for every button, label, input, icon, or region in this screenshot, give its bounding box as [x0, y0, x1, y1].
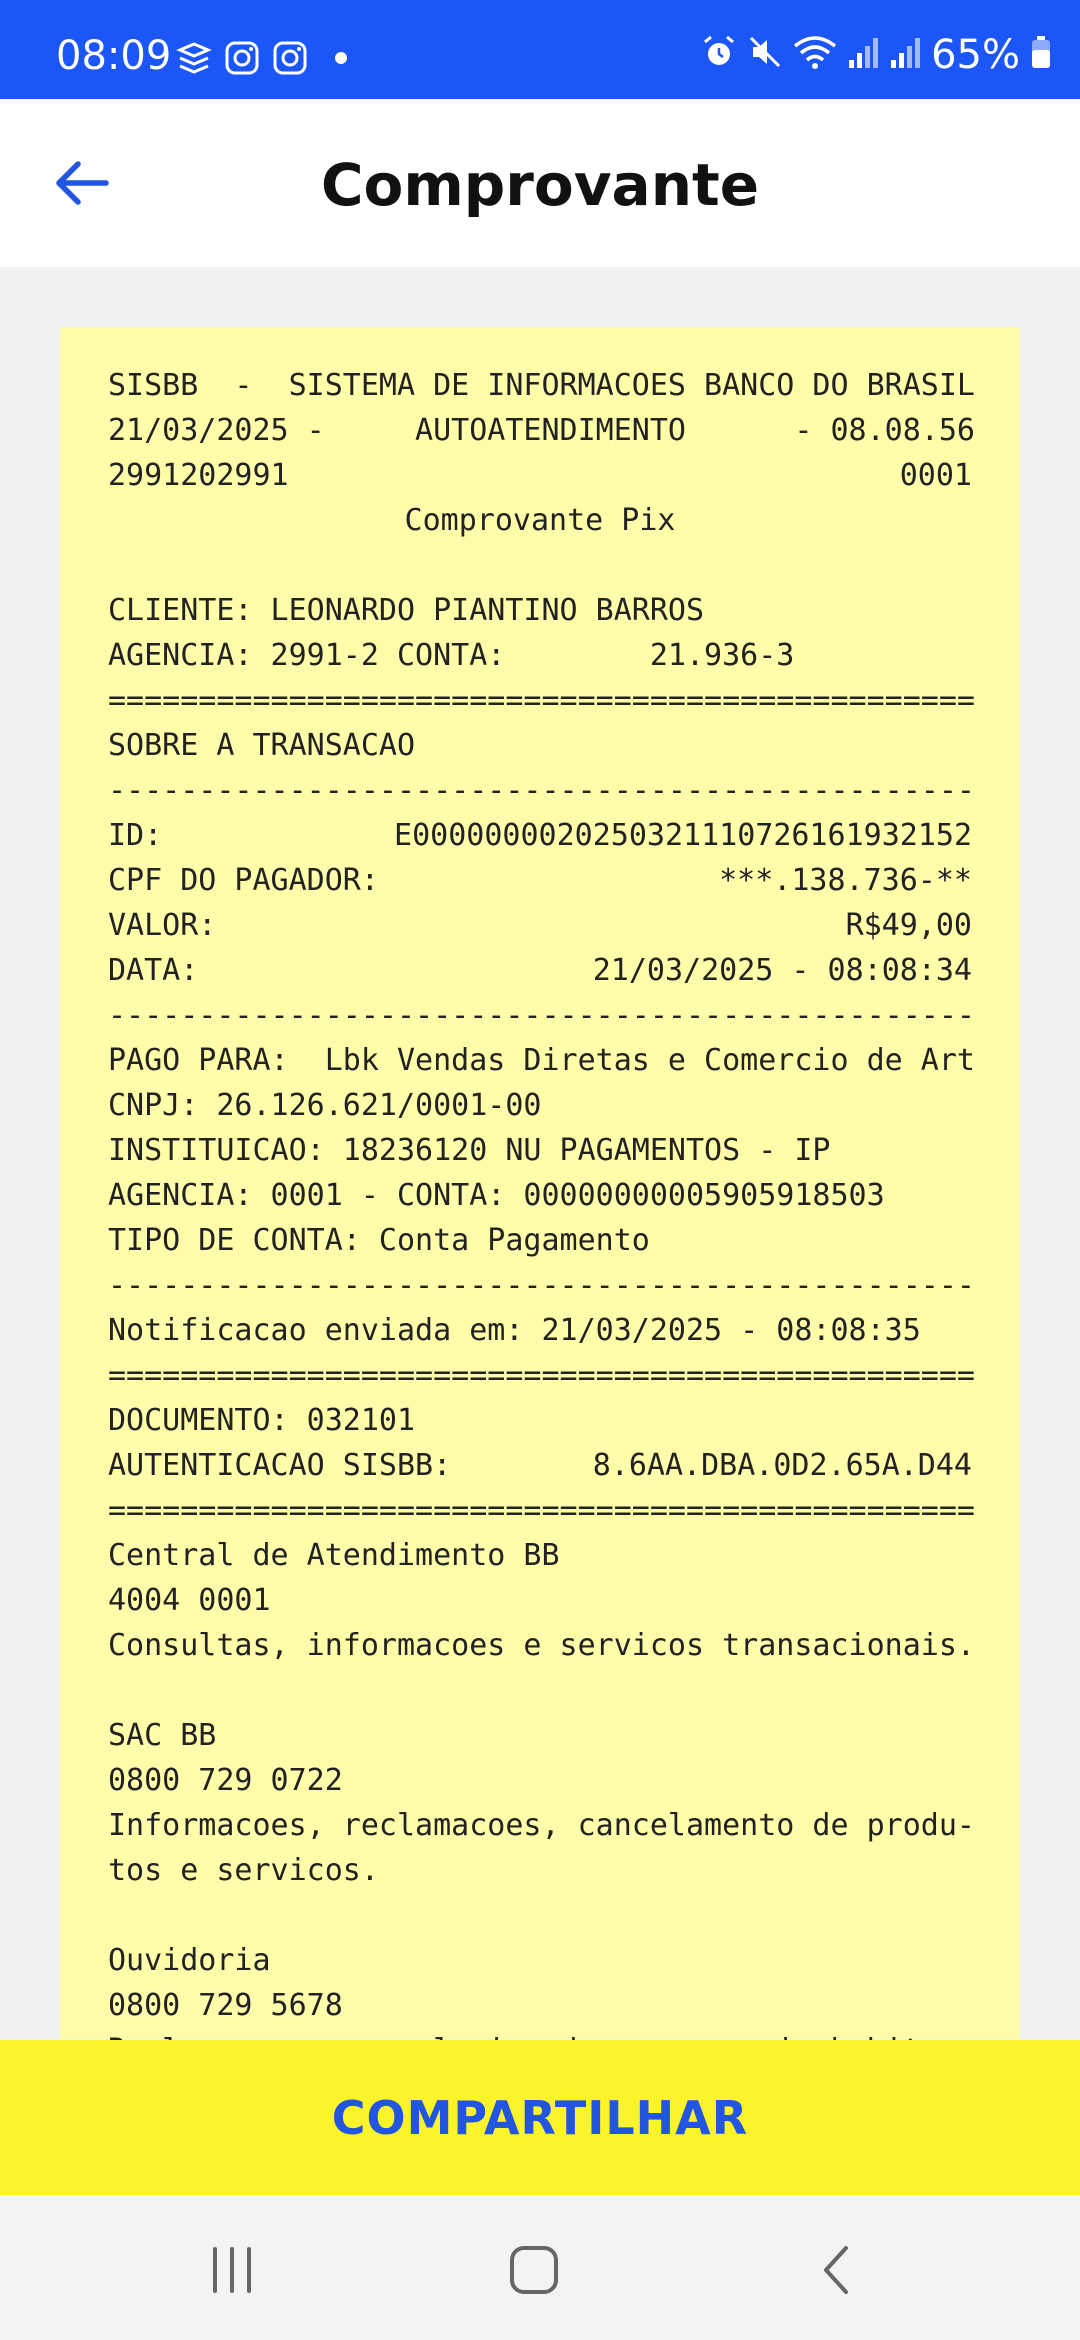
receipt-line [108, 768, 975, 813]
receipt-line-label: 4004 0001 [108, 1583, 271, 1618]
receipt-line [108, 1308, 972, 1353]
receipt-line [108, 1353, 975, 1398]
receipt-line-value: ***.138.736-** [719, 863, 972, 898]
receipt-line [108, 1893, 972, 1938]
signal-icon [889, 34, 921, 75]
receipt-line-label: tos e servicos. [108, 1853, 379, 1888]
receipt-line-label: 2991202991 [108, 458, 289, 493]
receipt-line-label: SOBRE A TRANSACAO [108, 728, 416, 763]
receipt-line-label: ================================================ [108, 1493, 975, 1528]
receipt-line [108, 858, 972, 903]
receipt-line-label: CPF DO PAGADOR: [108, 863, 379, 898]
receipt[interactable] [60, 327, 1020, 2039]
receipt-line [108, 1173, 972, 1218]
receipt-line [108, 1218, 972, 1263]
receipt-line [108, 723, 972, 768]
receipt-line [108, 1803, 975, 1848]
receipt-line [108, 1623, 975, 1668]
page-title: Comprovante [320, 151, 760, 219]
receipt-line [108, 408, 975, 453]
receipt-line-label: CLIENTE: LEONARDO PIANTINO BARROS [108, 593, 705, 628]
receipt-line-label: PAGO PARA: Lbk Vendas Diretas e Comercio de Art [108, 1043, 975, 1078]
signal-icon [847, 34, 879, 75]
receipt-line-label: SAC BB [108, 1718, 217, 1753]
receipt-line-label: Central de Atendimento BB [108, 1538, 560, 1573]
receipt-line [108, 1263, 975, 1308]
home-button[interactable] [494, 2235, 574, 2305]
receipt-line-label: AGENCIA: 2991-2 CONTA: 21.936-3 [108, 638, 795, 673]
receipt-line-label: ================================================ [108, 1358, 975, 1393]
receipt-line-label: Consultas, informacoes e servicos transacionais. [108, 1628, 975, 1663]
receipt-line-label: Ouvidoria [108, 1943, 271, 1978]
receipt-line [108, 1488, 975, 1533]
receipt-line [108, 1578, 972, 1623]
receipt-line [108, 453, 972, 498]
receipt-line [108, 1848, 972, 1893]
receipt-line [108, 1038, 975, 1083]
instagram-icon [224, 40, 260, 81]
nav-back-button[interactable] [796, 2235, 876, 2305]
receipt-line-label: 21/03/2025 - AUTOATENDIMENTO - 08.08.56 [108, 413, 975, 448]
recents-button[interactable] [192, 2235, 272, 2305]
wifi-icon [793, 34, 837, 75]
receipt-line [108, 1398, 972, 1443]
receipt-line-label: Notificacao enviada em: 21/03/2025 - 08:08:35 [108, 1313, 921, 1348]
receipt-line-value: 0001 [899, 458, 972, 493]
receipt-line [108, 813, 972, 858]
receipt-line [108, 1128, 972, 1173]
receipt-line [108, 543, 972, 588]
stack-icon [176, 40, 212, 81]
receipt-line-label: AUTENTICACAO SISBB: [108, 1448, 452, 1483]
receipt-line-label: ================================================ [108, 683, 975, 718]
receipt-line [108, 1758, 972, 1803]
receipt-line-text: Comprovante Pix [404, 503, 676, 538]
receipt-line [108, 948, 972, 993]
receipt-line-label: INSTITUICAO: 18236120 NU PAGAMENTOS - IP [108, 1133, 831, 1168]
receipt-line-label: DOCUMENTO: 032101 [108, 1403, 416, 1438]
receipt-line-label: 0800 729 0722 [108, 1763, 343, 1798]
share-button[interactable] [0, 2040, 1080, 2195]
receipt-line-label: ------------------------------------------------ [108, 998, 975, 1033]
receipt-line [108, 1533, 972, 1578]
battery-percent: 65% [931, 31, 1020, 78]
receipt-line [108, 363, 975, 408]
receipt-line-label: ------------------------------------------------ [108, 773, 975, 808]
mute-icon [747, 34, 783, 75]
receipt-line-value: R$49,00 [845, 908, 972, 943]
system-nav-bar [0, 2195, 1080, 2340]
app-header [0, 99, 1080, 267]
battery-icon [1030, 34, 1052, 75]
receipt-line [108, 1083, 972, 1128]
receipt-line [108, 498, 972, 543]
receipt-line-label: AGENCIA: 0001 - CONTA: 00000000005905918503 [108, 1178, 885, 1213]
recents-icon [207, 2245, 257, 2295]
receipt-line-label: DATA: [108, 953, 199, 988]
receipt-line [108, 588, 972, 633]
receipt-line [108, 903, 972, 948]
receipt-line-label: TIPO DE CONTA: Conta Pagamento [108, 1223, 650, 1258]
receipt-line-value: 8.6AA.DBA.0D2.65A.D44 [592, 1448, 972, 1483]
receipt-line [108, 1713, 972, 1758]
alarm-icon [701, 34, 737, 75]
receipt-line-value: E00000000202503211107261619321​52 [394, 818, 972, 853]
receipt-line [108, 633, 972, 678]
receipt-line-label: VALOR: [108, 908, 217, 943]
receipt-lines [108, 363, 975, 2073]
receipt-line-label: Informacoes, reclamacoes, cancelamento de produ- [108, 1808, 975, 1843]
receipt-line-label: ------------------------------------------------ [108, 1268, 975, 1303]
receipt-line [108, 1938, 972, 1983]
status-bar [0, 0, 1080, 99]
receipt-line-label: SISBB - SISTEMA DE INFORMACOES BANCO DO BRASIL [108, 368, 975, 403]
receipt-line-label: 0800 729 5678 [108, 1988, 343, 2023]
receipt-line [108, 993, 975, 1038]
status-icons-right [701, 31, 1052, 78]
back-icon [816, 2244, 856, 2296]
home-icon [508, 2244, 560, 2296]
receipt-line [108, 1443, 972, 1488]
receipt-line-label: CNPJ: 26.126.621/0001-00 [108, 1088, 542, 1123]
receipt-line [108, 1668, 972, 1713]
share-button-label: COMPARTILHAR [331, 2090, 749, 2145]
receipt-line-label: ID: [108, 818, 163, 853]
receipt-line [108, 678, 975, 723]
receipt-line [108, 1983, 972, 2028]
dot-icon [334, 51, 348, 70]
status-icons-left [176, 40, 348, 81]
status-time: 08:09 [56, 33, 172, 79]
receipt-line-value: 21/03/2025 - 08:08:34 [592, 953, 972, 988]
instagram-icon [272, 40, 308, 81]
